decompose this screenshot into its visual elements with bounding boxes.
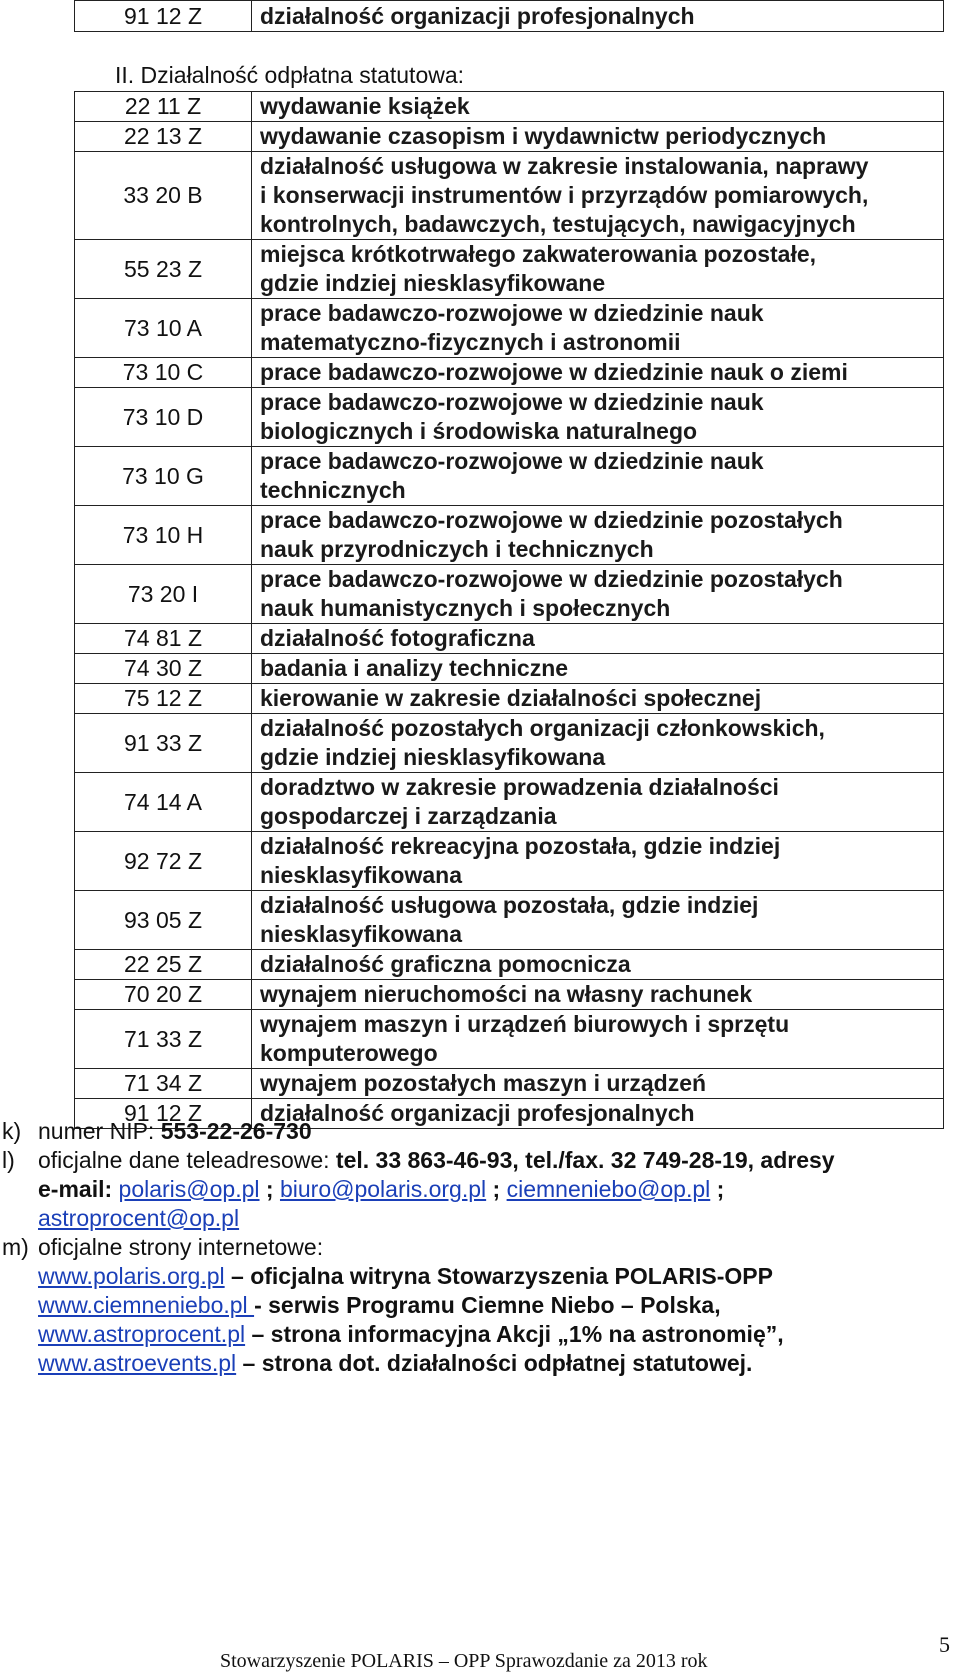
pkd-code: 22 25 Z <box>75 950 252 980</box>
separator: ; <box>486 1176 507 1202</box>
pkd-description <box>252 654 944 684</box>
table-row <box>75 950 944 980</box>
pkd-table-continued <box>74 0 944 32</box>
description-line: działalność pozostałych organizacji członkowskich, <box>260 715 825 741</box>
pkd-description <box>252 891 944 950</box>
table-row <box>75 684 944 714</box>
description-line: wynajem pozostałych maszyn i urządzeń <box>260 1070 707 1096</box>
description-line: niesklasyfikowana <box>260 921 462 947</box>
description-line: gdzie indziej niesklasyfikowane <box>260 270 606 296</box>
description-line: działalność rekreacyjna pozostała, gdzie indziej <box>260 833 781 859</box>
email-label: e-mail: <box>38 1176 119 1202</box>
pkd-description <box>252 1010 944 1069</box>
item-marker: k) <box>2 1118 22 1144</box>
table-row <box>75 122 944 152</box>
description-line: niesklasyfikowana <box>260 862 462 888</box>
email-link-ciemneniebo[interactable]: ciemneniebo@op.pl <box>506 1176 711 1202</box>
description-line: działalność usługowa w zakresie instalowania, naprawy <box>260 153 869 179</box>
website-desc: – strona informacyjna Akcji „1% na astronomię”, <box>245 1321 784 1347</box>
website-link-ciemneniebo[interactable]: www.ciemneniebo.pl <box>38 1292 255 1318</box>
contact-label: oficjalne dane teleadresowe: <box>38 1147 336 1173</box>
nip-value: 553-22-26-730 <box>160 1118 312 1144</box>
pkd-table-paid-activity <box>74 91 944 1129</box>
pkd-code: 91 12 Z <box>75 1099 252 1129</box>
table-row <box>75 980 944 1010</box>
table-row <box>75 506 944 565</box>
pkd-code: 74 81 Z <box>75 624 252 654</box>
pkd-code: 55 23 Z <box>75 240 252 299</box>
table-row <box>75 358 944 388</box>
websites-label: oficjalne strony internetowe: <box>38 1234 324 1260</box>
website-link-polaris[interactable]: www.polaris.org.pl <box>38 1263 225 1289</box>
description-line: wydawanie książek <box>260 93 470 119</box>
description-line: prace badawczo-rozwojowe w dziedzinie pozostałych <box>260 507 843 533</box>
pkd-code: 73 20 I <box>75 565 252 624</box>
description-line: prace badawczo-rozwojowe w dziedzinie pozostałych <box>260 566 843 592</box>
description-line: doradztwo w zakresie prowadzenia działalności <box>260 774 779 800</box>
website-line <box>2 1320 922 1349</box>
description-line: kontrolnych, badawczych, testujących, nawigacyjnych <box>260 211 856 237</box>
table-row <box>75 299 944 358</box>
pkd-description <box>252 122 944 152</box>
table-row <box>75 388 944 447</box>
pkd-description <box>252 92 944 122</box>
table-row <box>75 654 944 684</box>
description-line: komputerowego <box>260 1040 438 1066</box>
pkd-description <box>252 299 944 358</box>
pkd-description <box>252 565 944 624</box>
pkd-description <box>252 447 944 506</box>
pkd-description <box>252 388 944 447</box>
pkd-code: 73 10 D <box>75 388 252 447</box>
table-row <box>75 1 944 32</box>
contact-phones: tel. 33 863-46-93, tel./fax. 32 749-28-19, adresy <box>335 1147 835 1173</box>
description-line: technicznych <box>260 477 406 503</box>
pkd-code: 70 20 Z <box>75 980 252 1010</box>
pkd-code: 74 14 A <box>75 773 252 832</box>
description-line: badania i analizy techniczne <box>260 655 569 681</box>
website-link-astroprocent[interactable]: www.astroprocent.pl <box>38 1321 246 1347</box>
pkd-description <box>252 240 944 299</box>
table-row <box>75 1010 944 1069</box>
pkd-description <box>252 506 944 565</box>
website-desc: – strona dot. działalności odpłatnej statutowej. <box>236 1350 753 1376</box>
pkd-code: 91 33 Z <box>75 714 252 773</box>
pkd-code: 92 72 Z <box>75 832 252 891</box>
table-row <box>75 832 944 891</box>
pkd-description <box>252 1069 944 1099</box>
pkd-code: 73 10 G <box>75 447 252 506</box>
pkd-description <box>252 714 944 773</box>
description-line: działalność graficzna pomocnicza <box>260 951 631 977</box>
pkd-description <box>252 773 944 832</box>
description-line: prace badawczo-rozwojowe w dziedzinie nauk <box>260 389 764 415</box>
pkd-description <box>252 684 944 714</box>
table-row <box>75 714 944 773</box>
page-number: 5 <box>939 1632 950 1657</box>
pkd-description <box>252 624 944 654</box>
description-line: kierowanie w zakresie działalności społecznej <box>260 685 762 711</box>
website-desc: – oficjalna witryna Stowarzyszenia POLARIS-OPP <box>224 1263 773 1289</box>
table-row <box>75 240 944 299</box>
email-link-biuro[interactable]: biuro@polaris.org.pl <box>279 1176 487 1202</box>
table-row <box>75 773 944 832</box>
nip-label: numer NIP: <box>38 1118 161 1144</box>
pkd-description <box>252 152 944 240</box>
website-link-astroevents[interactable]: www.astroevents.pl <box>38 1350 237 1376</box>
pkd-code: 74 30 Z <box>75 654 252 684</box>
pkd-code: 71 33 Z <box>75 1010 252 1069</box>
description-line: nauk humanistycznych i społecznych <box>260 595 671 621</box>
pkd-code: 22 11 Z <box>75 92 252 122</box>
pkd-code: 33 20 B <box>75 152 252 240</box>
email-link-astroprocent[interactable]: astroprocent@op.pl <box>38 1205 240 1231</box>
table-row <box>75 624 944 654</box>
description-line: wydawanie czasopism i wydawnictw periodycznych <box>260 123 827 149</box>
pkd-code: 75 12 Z <box>75 684 252 714</box>
description-line: wynajem maszyn i urządzeń biurowych i sprzętu <box>260 1011 790 1037</box>
description-line: matematyczno-fizycznych i astronomii <box>260 329 681 355</box>
separator: ; <box>710 1176 725 1202</box>
item-marker: l) <box>2 1147 15 1173</box>
table-row <box>75 565 944 624</box>
table-row <box>75 152 944 240</box>
description-line: prace badawczo-rozwojowe w dziedzinie nauk <box>260 300 764 326</box>
pkd-code: 91 12 Z <box>75 1 252 32</box>
pkd-code: 73 10 A <box>75 299 252 358</box>
description-line: gdzie indziej niesklasyfikowana <box>260 744 606 770</box>
description-line: miejsca krótkotrwałego zakwaterowania pozostałe, <box>260 241 817 267</box>
pkd-code: 22 13 Z <box>75 122 252 152</box>
description-line: nauk przyrodniczych i technicznych <box>260 536 654 562</box>
info-contact <box>2 1146 922 1233</box>
pkd-description <box>252 980 944 1010</box>
website-desc: - serwis Programu Ciemne Niebo – Polska, <box>254 1292 721 1318</box>
description-line: prace badawczo-rozwojowe w dziedzinie nauk <box>260 448 764 474</box>
description-line: i konserwacji instrumentów i przyrządów pomiarowych, <box>260 182 869 208</box>
description-line: prace badawczo-rozwojowe w dziedzinie nauk o ziemi <box>260 359 848 385</box>
description-line: wynajem nieruchomości na własny rachunek <box>260 981 753 1007</box>
pkd-code: 71 34 Z <box>75 1069 252 1099</box>
pkd-code: 93 05 Z <box>75 891 252 950</box>
description-line: działalność usługowa pozostała, gdzie indziej <box>260 892 759 918</box>
website-line <box>2 1291 922 1320</box>
description-line: biologicznych i środowiska naturalnego <box>260 418 698 444</box>
table-row <box>75 92 944 122</box>
info-websites <box>2 1233 922 1378</box>
separator: ; <box>259 1176 280 1202</box>
pkd-code: 73 10 H <box>75 506 252 565</box>
website-line <box>2 1349 922 1378</box>
description-line: gospodarczej i zarządzania <box>260 803 557 829</box>
table-row <box>75 1069 944 1099</box>
item-marker: m) <box>2 1234 29 1260</box>
page-footer: Stowarzyszenie POLARIS – OPP Sprawozdanie za 2013 rok <box>220 1650 708 1672</box>
pkd-description <box>252 832 944 891</box>
info-nip <box>2 1117 922 1146</box>
pkd-description <box>252 358 944 388</box>
description-line: działalność fotograficzna <box>260 625 535 651</box>
section-heading: II. Działalność odpłatna statutowa: <box>115 62 465 88</box>
description-line: działalność organizacji profesjonalnych <box>260 1100 695 1126</box>
table-body <box>75 92 944 1129</box>
pkd-description: działalność organizacji profesjonalnych <box>252 1 944 32</box>
website-line <box>2 1262 922 1291</box>
pkd-code: 73 10 C <box>75 358 252 388</box>
table-row <box>75 891 944 950</box>
table-row <box>75 447 944 506</box>
email-link-polaris[interactable]: polaris@op.pl <box>118 1176 260 1202</box>
pkd-description <box>252 950 944 980</box>
